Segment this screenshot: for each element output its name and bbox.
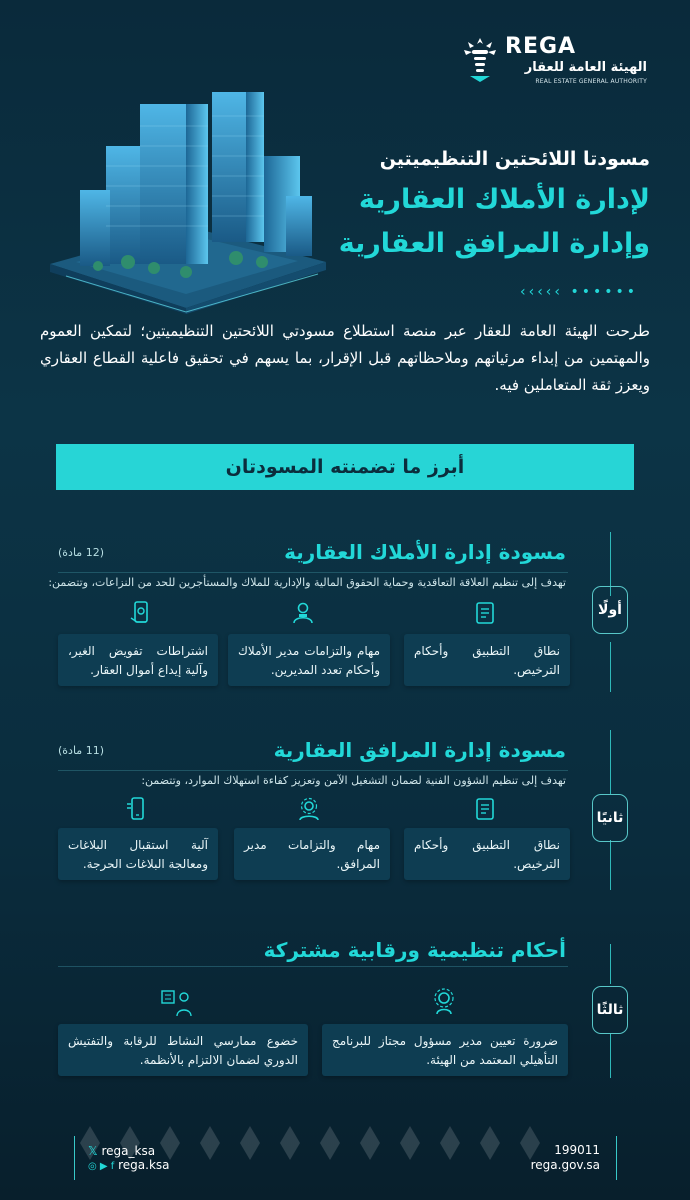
- section-title-properties: مسودة إدارة الأملاك العقارية: [284, 540, 566, 564]
- card-facility-manager: مهام والتزامات مدير المرافق.: [234, 828, 390, 880]
- document-scope-icon: [472, 600, 498, 626]
- card-reports-handling: آلية استقبال البلاغات ومعالجة البلاغات الحرجة.: [58, 828, 218, 880]
- social-handle-text: rega.ksa: [118, 1158, 170, 1172]
- hero-title-line2: لإدارة الأملاك العقارية: [358, 184, 650, 215]
- card-scope-licensing: نطاق التطبيق وأحكام الترخيص.: [404, 634, 570, 686]
- section-divider: [58, 572, 568, 573]
- phone-report-icon: [124, 796, 150, 822]
- logo-name-ar: الهيئة العامة للعقار: [524, 60, 647, 75]
- x-handle-text: rega_ksa: [101, 1144, 156, 1158]
- card-manager-duties: مهام والتزامات مدير الأملاك وأحكام تعدد المديرين.: [228, 634, 390, 686]
- social-icons: ◎ ▶ f: [88, 1161, 115, 1172]
- social-handle[interactable]: [88, 1158, 170, 1172]
- phone-text: 199011: [554, 1143, 600, 1157]
- certified-manager-icon: [428, 986, 460, 1018]
- intro-paragraph: طرحت الهيئة العامة للعقار عبر منصة استطلاع مسودتي اللائحتين التنظيميتين؛ لتمكين العموم والمهتمين من إبداء مرئياتهم وملاحظاتهم قبل الإقرار، بما يسهم في تحقيق فاعلية القطاع العقاري ويعزز ثقة المتعاملين فيه.: [40, 322, 650, 394]
- footer-divider-left: [74, 1136, 75, 1180]
- section-divider: [58, 770, 568, 771]
- logo-name-en: REGA: [505, 34, 577, 59]
- logo-name-en-full: REAL ESTATE GENERAL AUTHORITY: [535, 78, 647, 85]
- x-handle[interactable]: [88, 1144, 155, 1158]
- highlights-banner: أبرز ما تضمنته المسودتان: [56, 444, 634, 490]
- card-certified-manager: ضرورة تعيين مدير مسؤول مجتاز للبرنامج التأهيلي المعتمد من الهيئة.: [322, 1024, 568, 1076]
- rega-logo-icon: [462, 36, 498, 84]
- footer-divider-right: [616, 1136, 617, 1180]
- section-description: تهدف إلى تنظيم الشؤون الفنية لضمان التشغيل الآمن وتعزيز كفاءة استهلاك الموارد، وتتضمن:: [141, 774, 566, 787]
- section-tab-second: ثانيًا: [592, 794, 628, 842]
- card-scope-licensing: نطاق التطبيق وأحكام الترخيص.: [404, 828, 570, 880]
- tab-connector-line: [610, 642, 611, 692]
- document-scope-icon: [472, 796, 498, 822]
- section-title-shared-provisions: أحكام تنظيمية ورقابية مشتركة: [263, 938, 566, 962]
- section-description: تهدف إلى تنظيم العلاقة التعاقدية وحماية الحقوق المالية والإدارية للملاك والمستأجرين للحد من النزاعات، وتتضمن:: [48, 576, 566, 589]
- section-tab-first: أولًا: [592, 586, 628, 634]
- tab-connector-line: [610, 730, 611, 794]
- website-link[interactable]: rega.gov.sa: [530, 1158, 600, 1172]
- x-logo-icon: 𝕏: [88, 1144, 98, 1158]
- buildings-illustration: [36, 86, 332, 314]
- facility-gears-icon: [296, 796, 322, 822]
- decorative-dots: ‹‹‹‹‹ ••••••: [520, 284, 638, 300]
- section-article-count: (11 مادة): [58, 744, 104, 757]
- phone-number[interactable]: [554, 1143, 600, 1157]
- manager-person-icon: [290, 600, 316, 626]
- tab-connector-line: [610, 840, 611, 890]
- section-article-count: (12 مادة): [58, 546, 104, 559]
- card-inspection: خضوع ممارسي النشاط للرقابة والتفتيش الدوري لضمان الالتزام بالأنظمة.: [58, 1024, 308, 1076]
- inspection-icon: [160, 988, 194, 1018]
- section-title-facilities: مسودة إدارة المرافق العقارية: [273, 738, 566, 762]
- tab-connector-line: [610, 944, 611, 984]
- section-divider: [58, 966, 568, 967]
- money-deposit-icon: [128, 600, 154, 626]
- card-delegation-deposit: اشتراطات تفويض الغير، وآلية إيداع أموال العقار.: [58, 634, 218, 686]
- hero-title-line3: وإدارة المرافق العقارية: [338, 228, 650, 259]
- section-tab-third: ثالثًا: [592, 986, 628, 1034]
- tab-connector-line: [610, 1034, 611, 1078]
- hero-title-line1: مسودتا اللائحتين التنظيميتين: [379, 148, 650, 170]
